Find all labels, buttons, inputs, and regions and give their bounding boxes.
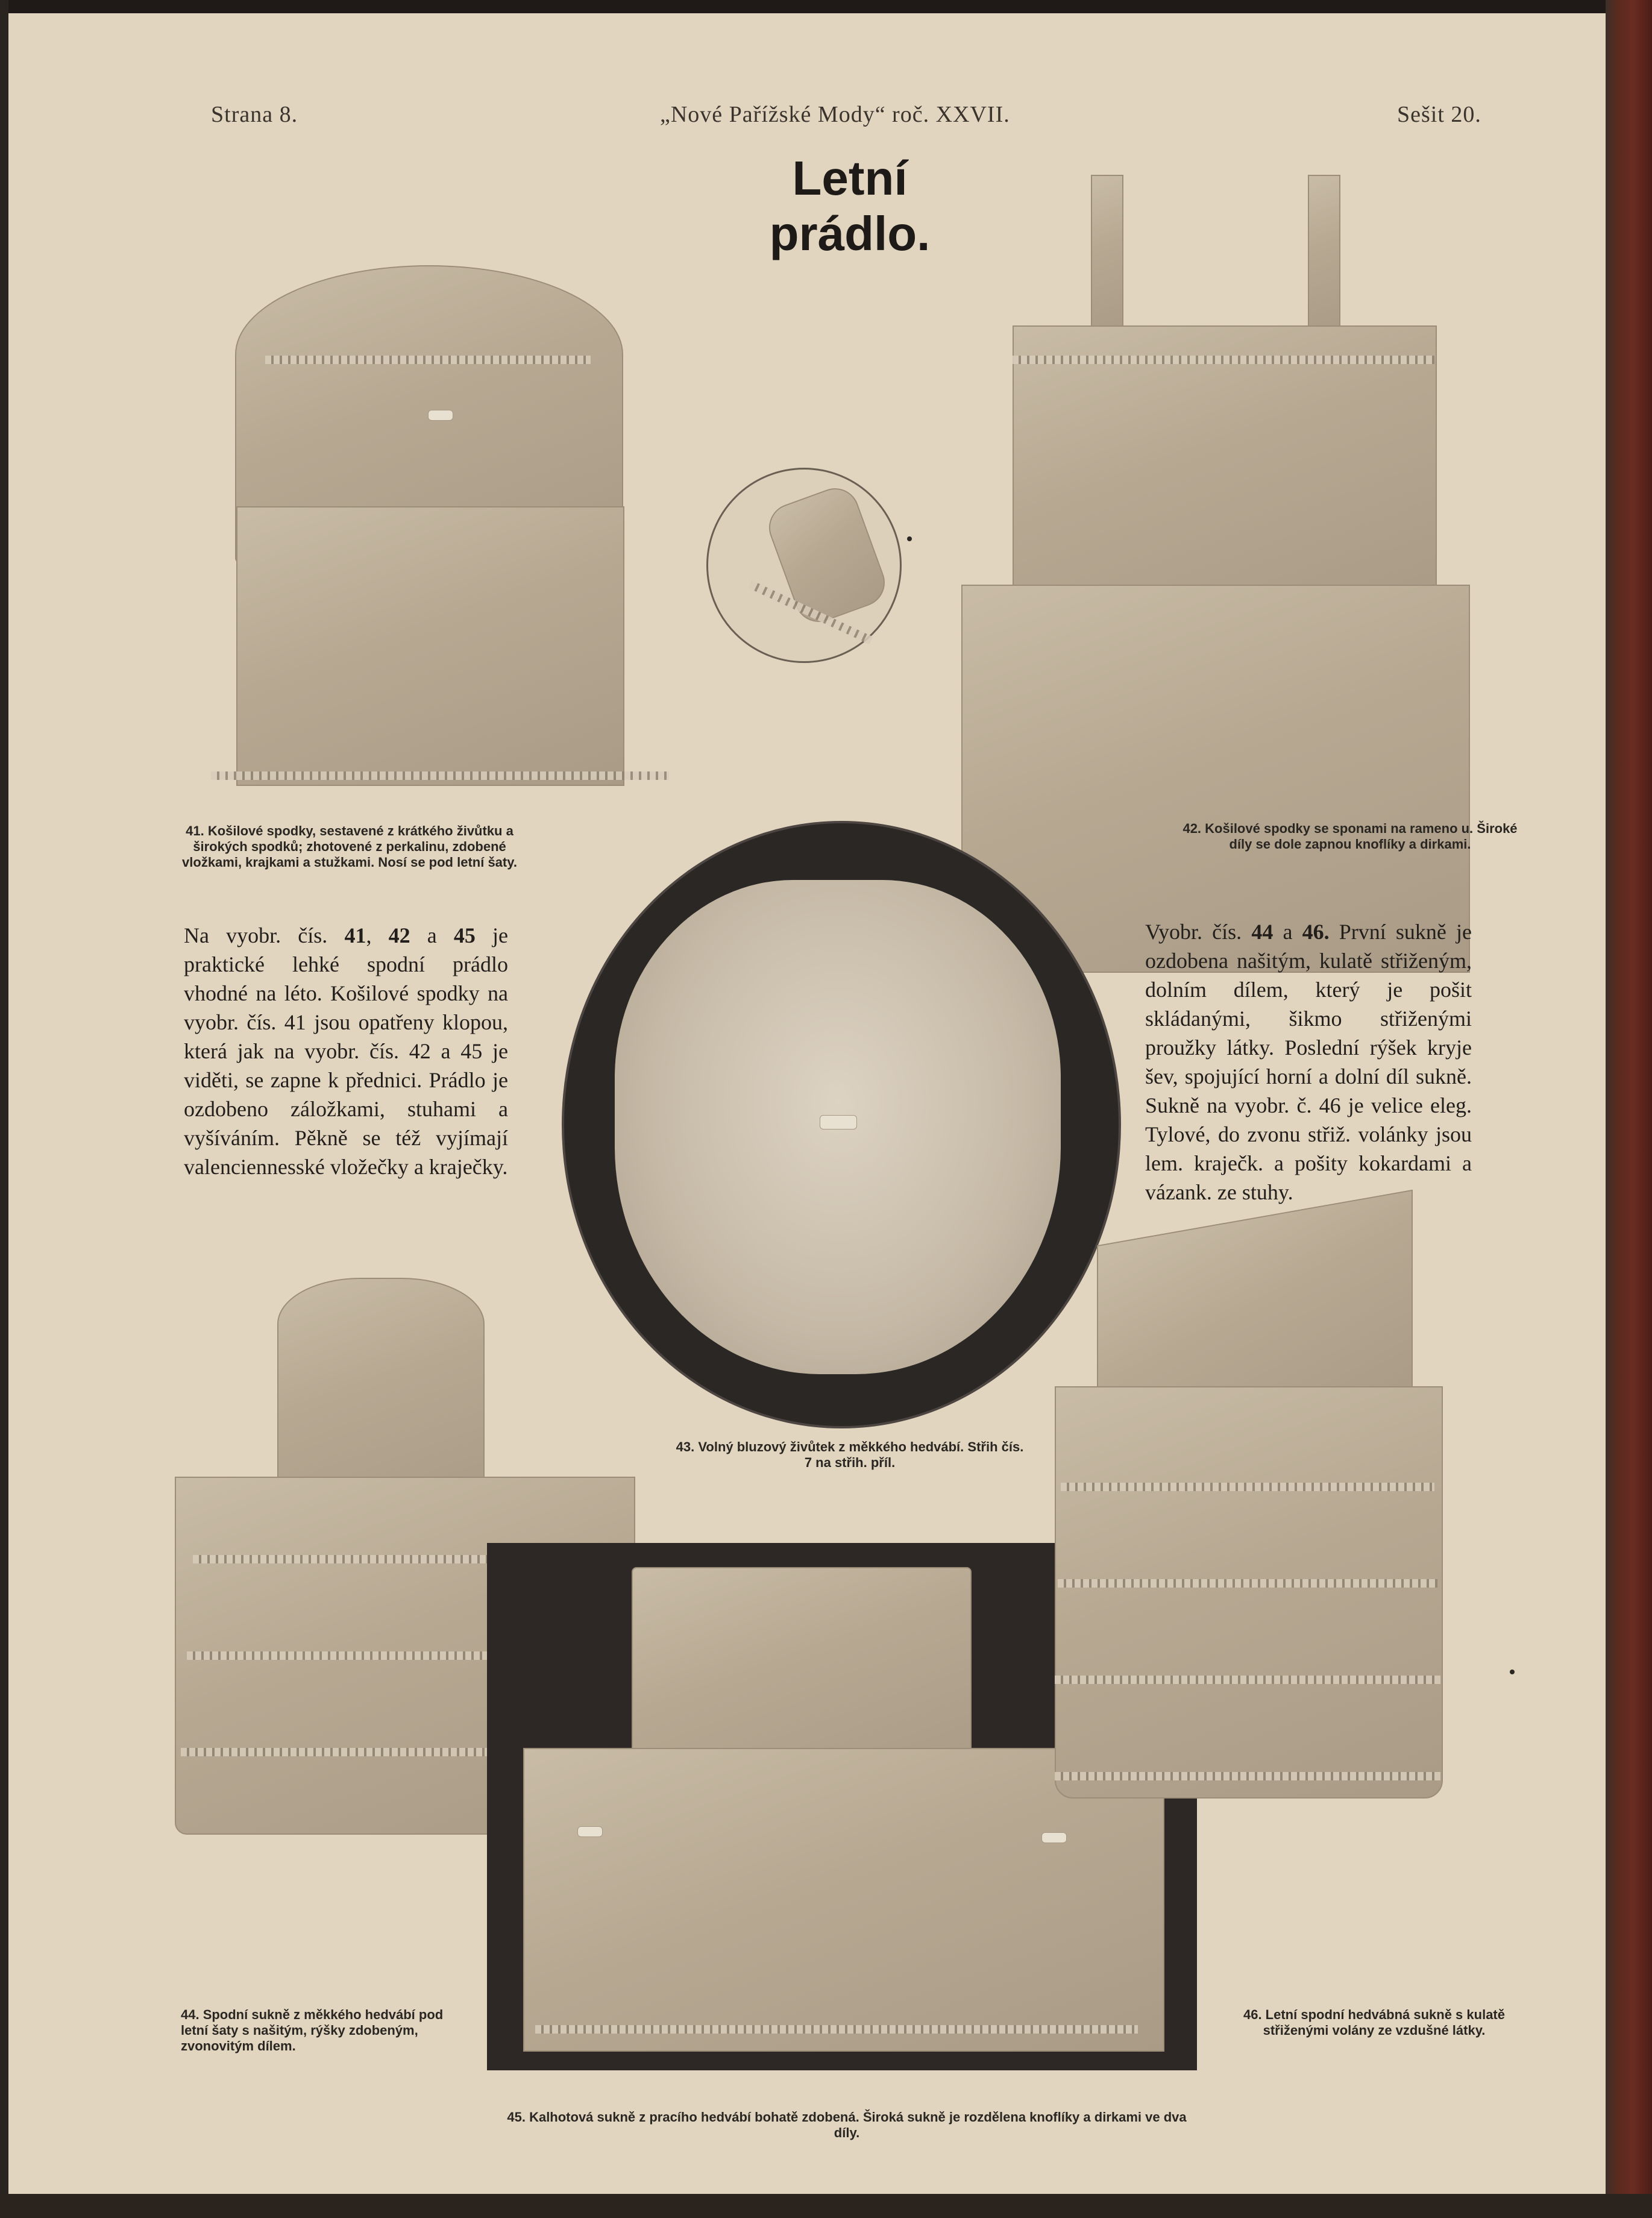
figure-41-bow	[428, 410, 453, 421]
figure-45-hem-lace	[535, 2025, 1138, 2034]
caption-42: 42. Košilové spodky se sponami na rameno u. Široké díly se dole zapnou knoflíky a dirkami.	[1182, 821, 1518, 852]
figure-46-ruffle-4	[1055, 1772, 1440, 1780]
figure-43-bow	[820, 1115, 857, 1129]
figure-46-ruffle-3	[1055, 1676, 1440, 1684]
figure-42-gathering	[1013, 356, 1434, 364]
figure-41-photo	[199, 229, 681, 802]
scan-border-top	[0, 0, 1652, 13]
body-right-p1: Vyobr. čís.	[1145, 920, 1242, 944]
scan-border-bottom	[0, 2194, 1652, 2218]
figure-45-bow-left	[577, 1826, 603, 1837]
scan-border-left	[0, 0, 8, 2218]
figure-42-bodice	[1013, 325, 1437, 599]
figure-41-lace-trim	[265, 356, 591, 364]
figure-46-ruffle-2	[1058, 1579, 1437, 1588]
caption-44: 44. Spodní sukně z měkkého hedvábí pod letní šaty s našitým, rýšky zdobeným, zvonovitým dílem.	[181, 2007, 444, 2053]
journal-title: „Nové Pařížské Mody“ roč. XXVII.	[660, 102, 1010, 127]
body-left-p2: ,	[366, 923, 372, 947]
figure-42-strap-right	[1308, 175, 1340, 334]
figure-46-ruffle-1	[1061, 1483, 1434, 1491]
body-right-p2: a	[1283, 920, 1293, 944]
body-left-p1: Na vyobr. čís.	[184, 923, 328, 947]
body-right-p3: První sukně je ozdobena našitým, kulatě střiženým, dolním dílem, který je pošit skládanými, šikmo střiženými proužky látky. Poslední rýšek kryje šev, spojující horní a dolní díl sukně. Sukně na vyobr. č. 46 je velice eleg. Tylové, do zvonu střiž. volánky jsou lem. kraječk. a pošity kokardami a vázank. ze stuhy.	[1145, 920, 1472, 1204]
figure-45-waist	[632, 1567, 972, 1774]
detail-inset-circle	[706, 468, 902, 663]
ref-46: 46.	[1302, 920, 1330, 944]
page-title: Letní prádlo.	[769, 151, 931, 260]
body-text-right	[1145, 917, 1472, 1207]
ref-42: 42	[388, 923, 410, 947]
figure-46-skirt	[1055, 1386, 1443, 1799]
ref-45: 45	[453, 923, 476, 947]
figure-42-strap-left	[1091, 175, 1123, 334]
caption-43: 43. Volný bluzový živůtek z měkkého hedvábí. Střih čís. 7 na střih. příl.	[676, 1439, 1024, 1470]
page-number: Strana 8.	[211, 102, 298, 127]
body-left-p4: je praktické lehké spodní prádlo vhodné na léto. Košilové spodky na vyobr. čís. 41 jsou opatřeny klopou, která jak na vyobr. čís. 42 a 45 je viděti, se zapne k přednici. Prádlo je ozdobeno záložkami, stuhami a vyšíváním. Pěkně se též vyjímají valenciennesské vložečky a kraječky.	[184, 923, 509, 1179]
figure-46-photo	[1025, 1217, 1483, 1820]
caption-41: 41. Košilové spodky, sestavené z krátkého živůtku a širokých spodků; zhotovené z perkalinu, zdobené vložkami, krajkami a stužkami. Nosí se pod letní šaty.	[182, 823, 517, 870]
figure-45-bow-right	[1041, 1832, 1067, 1843]
ref-41: 41	[344, 923, 366, 947]
caption-46: 46. Letní spodní hedvábná sukně s kulatě střiženými volány ze vzdušné látky.	[1243, 2007, 1505, 2038]
inset-fabric	[762, 482, 891, 629]
book-binding	[1606, 0, 1652, 2218]
figure-44-top-panel	[277, 1278, 485, 1509]
ref-44: 44	[1251, 920, 1274, 944]
figure-41-hem-lace	[211, 771, 669, 780]
ink-dot	[1510, 1670, 1515, 1674]
body-left-p3: a	[427, 923, 437, 947]
issue-number: Sešit 20.	[1397, 102, 1481, 127]
body-text-left	[184, 921, 508, 1181]
caption-45: 45. Kalhotová sukně z pracího hedvábí bohatě zdobená. Široká sukně je rozdělena knoflíky a dirkami ve dva díly.	[507, 2110, 1187, 2140]
ink-dot	[907, 536, 912, 541]
figure-41-drawers	[236, 506, 624, 786]
figure-42-photo	[955, 175, 1474, 802]
